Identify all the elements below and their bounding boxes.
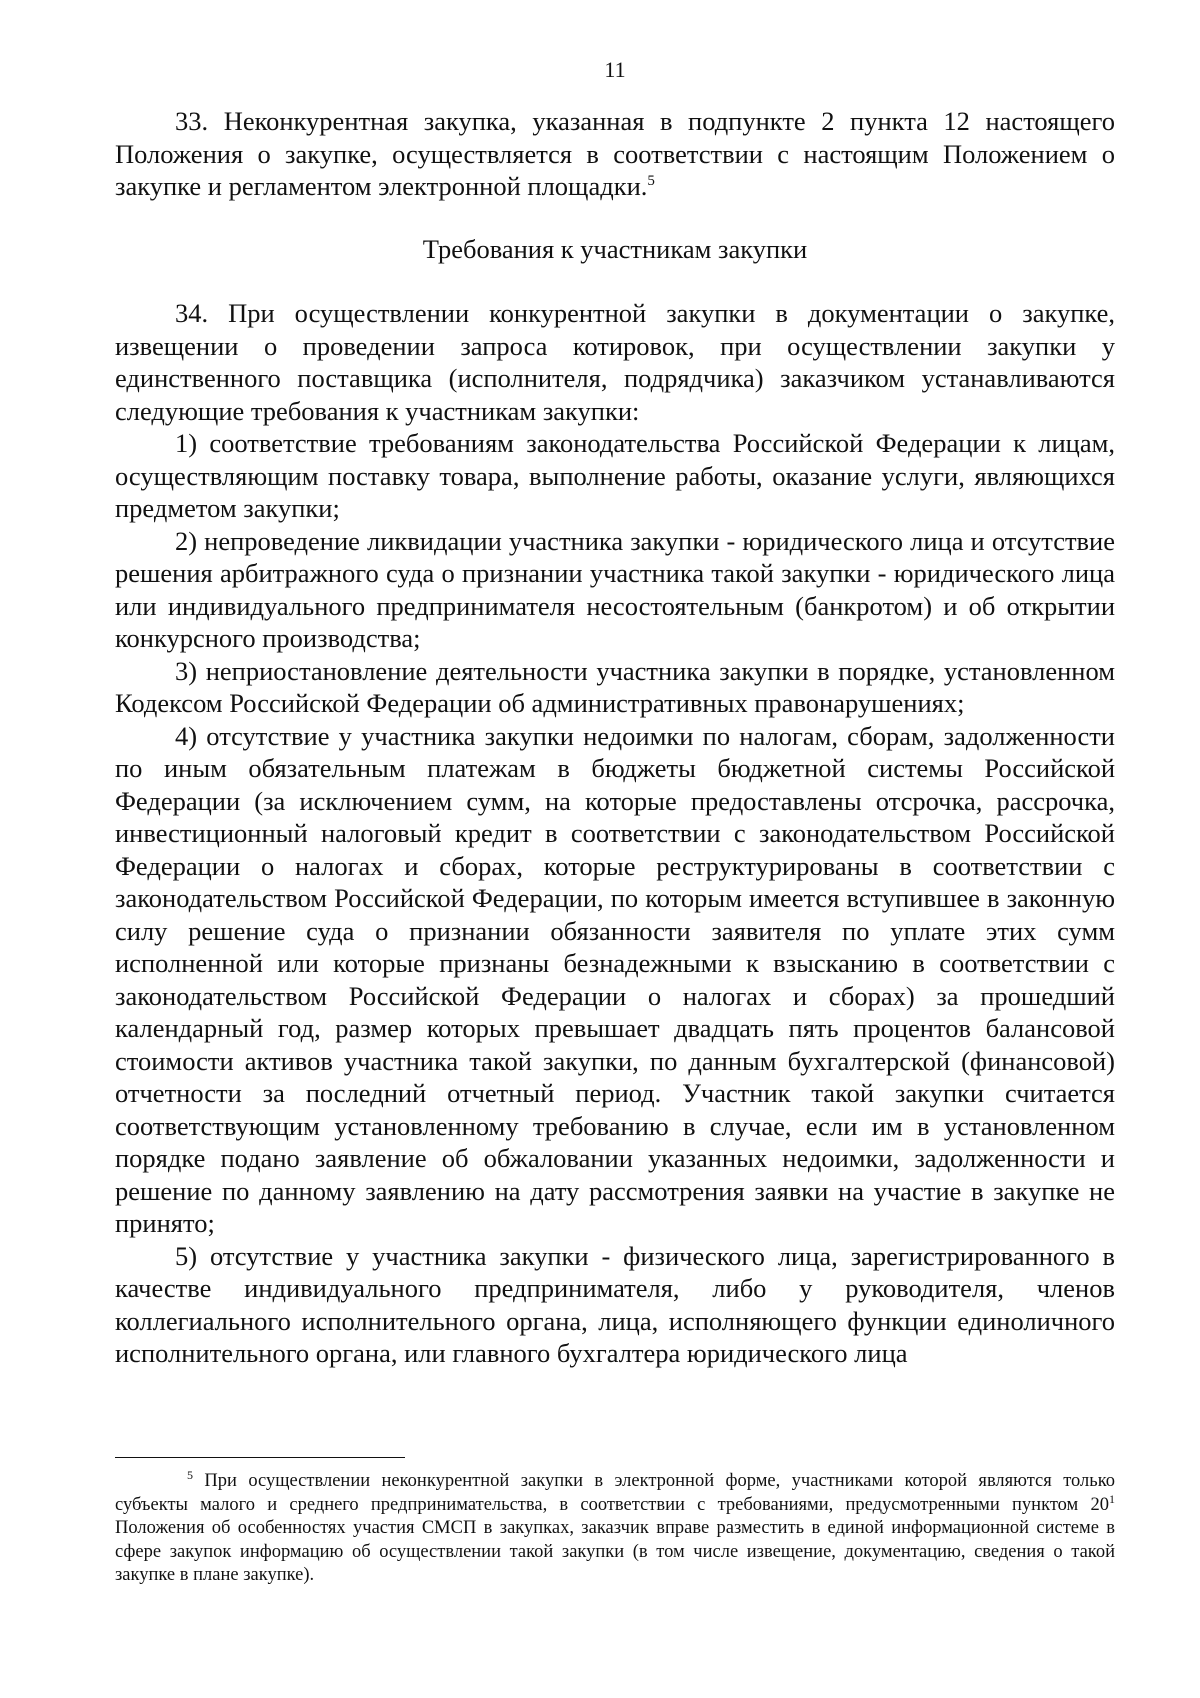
footnote-separator bbox=[115, 1457, 405, 1458]
list-item-3: 3) неприостановление деятельности участника закупки в порядке, установленном Кодексом Российской Федерации об административных правонарушениях; bbox=[115, 655, 1115, 718]
paragraph-33 bbox=[115, 105, 1115, 203]
paragraph-34-intro: 34. При осуществлении конкурентной закупки в документации о закупке, извещении о проведении запроса котировок, при осуществлении закупки у единственного поставщика (исполнителя, подрядчика) заказчиком устанавливаются следующие требования к участникам закупки: bbox=[115, 298, 1115, 426]
footnote bbox=[115, 1467, 1116, 1588]
footnote-text-after: Положения об особенностях участия СМСП в закупках, заказчик вправе разместить в единой информационной системе в сфере закупок информацию об осуществлении такой закупки (в том числе извещение, документацию, сведения о такой закупке в плане закупке). bbox=[115, 1518, 1115, 1585]
footnote-text-before: При осуществлении неконкурентной закупки в электронной форме, участниками которой являются только субъекты малого и среднего предпринимательства, в соответствии с требованиями, предусмотренными пунктом 20 bbox=[115, 1471, 1116, 1515]
list-item-1: 1) соответствие требованиям законодательства Российской Федерации к лицам, осуществляющим поставку товара, выполнение работы, оказание услуги, являющихся предметом закупки; bbox=[115, 428, 1115, 523]
section-heading: Требования к участникам закупки bbox=[422, 233, 808, 264]
footnote-marker: 5 bbox=[187, 1467, 193, 1482]
page-number: 11 bbox=[604, 57, 626, 82]
list-item-2: 2) непроведение ликвидации участника закупки - юридического лица и отсутствие решения арбитражного суда о признании участника такой закупки - юридического лица или индивидуального предпринимателя несостоятельным (банкротом) и об открытии конкурсного производства; bbox=[115, 525, 1115, 653]
footnote-superscript: 1 bbox=[1109, 1491, 1115, 1506]
list-item-5: 5) отсутствие у участника закупки - физического лица, зарегистрированного в качестве индивидуального предпринимателя, либо у руководителя, членов коллегиального исполнительного органа, лица, исполняющего функции единоличного исполнительного органа, или главного бухгалтера юридического лица bbox=[115, 1240, 1115, 1368]
footnote-reference: 5 bbox=[647, 173, 655, 190]
paragraph-33-text: 33. Неконкурентная закупка, указанная в подпункте 2 пункта 12 настоящего Положения о закупке, осуществляется в соответствии с настоящим Положением о закупке и регламентом электронной площадки. bbox=[115, 106, 1115, 201]
list-item-4: 4) отсутствие у участника закупки недоимки по налогам, сборам, задолженности по иным обязательным платежам в бюджеты бюджетной системы Российской Федерации (за исключением сумм, на которые предоставлены отсрочка, рассрочка, инвестиционный налоговый кредит в соответствии с законодательством Российской Федерации о налогах и сборах, которые реструктурированы в соответствии с законодательством Российской Федерации, по которым имеется вступившее в законную силу решение суда о признании обязанности заявителя по уплате этих сумм исполненной или которые признаны безнадежными к взысканию в соответствии с законодательством Российской Федерации о налогах и сборах) за прошедший календарный год, размер которых превышает двадцать пять процентов балансовой стоимости активов участника такой закупки, по данным бухгалтерской (финансовой) отчетности за последний отчетный период. Участник такой закупки считается соответствующим установленному требованию в случае, если им в установленном порядке подано заявление об обжаловании указанных недоимки, задолженности и решение по данному заявлению на дату рассмотрения заявки на участие в закупке не принято; bbox=[115, 720, 1115, 1238]
document-page bbox=[115, 55, 1115, 1370]
